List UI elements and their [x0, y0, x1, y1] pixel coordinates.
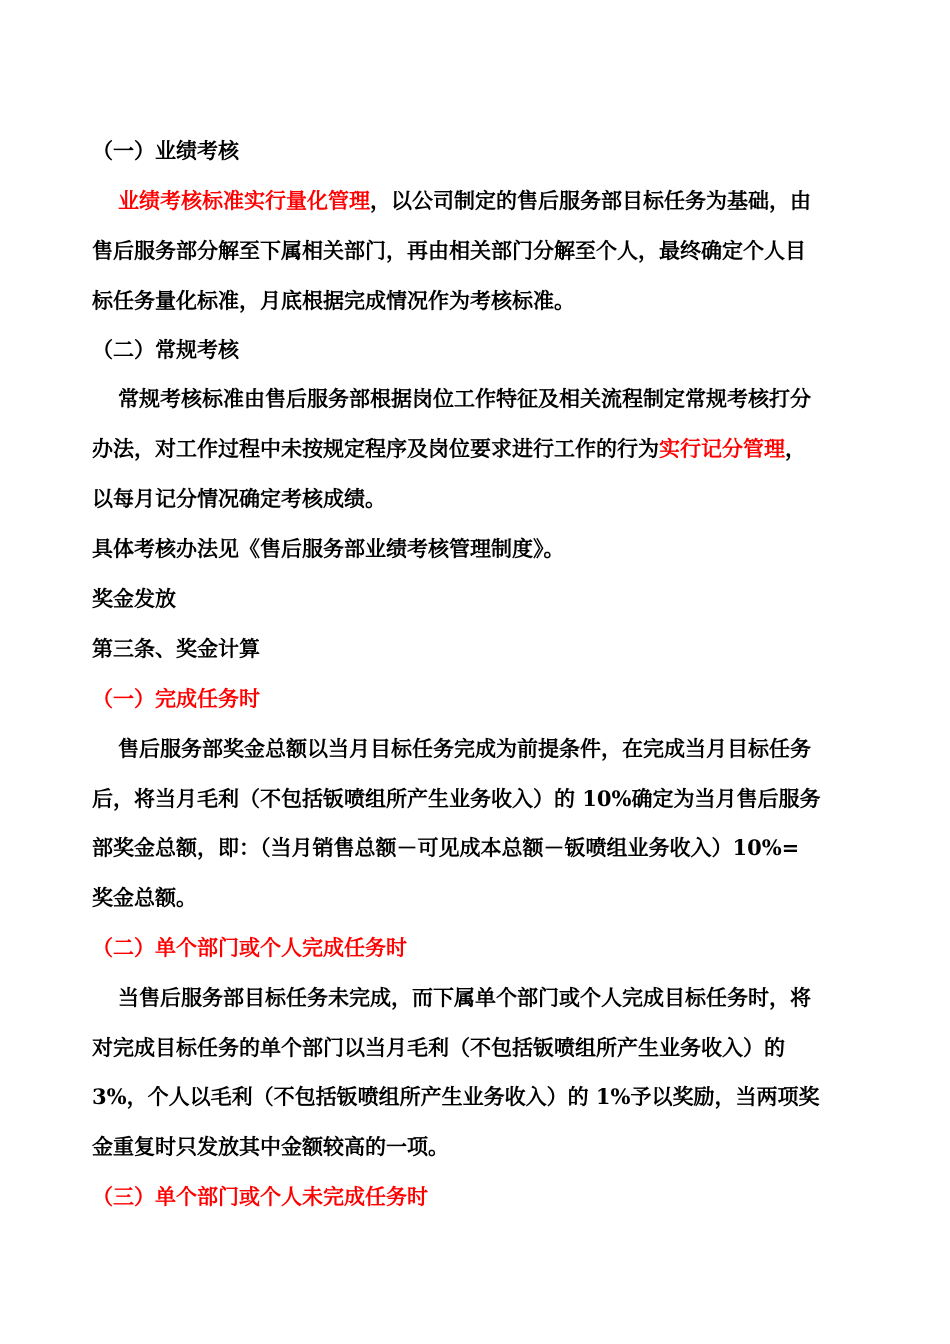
section2-paragraph-line1: 常规考核标准由售后服务部根据岗位工作特征及相关流程制定常规考核打分: [118, 386, 811, 411]
section2-heading: （二）常规考核: [92, 337, 239, 362]
section2-line2-start: 办法，对工作过程中未按规定程序及岗位要求进行工作的行为: [92, 436, 659, 461]
case1-line3: 部奖金总额，即：（当月销售总额－可见成本总额－钣喷组业务收入）10%=: [92, 835, 800, 860]
case1-line4: 奖金总额。: [92, 885, 197, 910]
section2-paragraph-line3: 以每月记分情况确定考核成绩。: [92, 486, 386, 511]
section1-highlight: 业绩考核标准实行量化管理: [118, 188, 370, 213]
section2-line2-end: ，: [785, 436, 806, 461]
article3-title: 第三条、奖金计算: [92, 636, 260, 661]
case2-line1: 当售后服务部目标任务未完成，而下属单个部门或个人完成目标任务时，将: [118, 985, 811, 1010]
bonus-title: 奖金发放: [92, 586, 176, 611]
section2-paragraph-line2: [92, 434, 872, 464]
case2-line4: 金重复时只发放其中金额较高的一项。: [92, 1134, 449, 1159]
section1-paragraph-line2: 售后服务部分解至下属相关部门，再由相关部门分解至个人，最终确定个人目: [92, 238, 806, 263]
case1-heading: （一）完成任务时: [92, 686, 260, 711]
section1-paragraph-line1: [118, 186, 898, 216]
case2-line3: 3%，个人以毛利（不包括钣喷组所产生业务收入）的 1%予以奖励，当两项奖: [92, 1084, 820, 1109]
case1-line1: 售后服务部奖金总额以当月目标任务完成为前提条件，在完成当月目标任务: [118, 736, 811, 761]
case3-heading: （三）单个部门或个人未完成任务时: [92, 1184, 428, 1209]
section1-heading: （一）业绩考核: [92, 138, 239, 163]
section2-highlight: 实行记分管理: [659, 436, 785, 461]
section1-line1-rest: ，以公司制定的售后服务部目标任务为基础，由: [370, 188, 811, 213]
case2-heading: （二）单个部门或个人完成任务时: [92, 935, 407, 960]
case1-line2: 后，将当月毛利（不包括钣喷组所产生业务收入）的 10%确定为当月售后服务: [92, 786, 821, 811]
reference-line: 具体考核办法见《售后服务部业绩考核管理制度》。: [92, 536, 565, 561]
case2-line2: 对完成目标任务的单个部门以当月毛利（不包括钣喷组所产生业务收入）的: [92, 1035, 785, 1060]
section1-paragraph-line3: 标任务量化标准，月底根据完成情况作为考核标准。: [92, 288, 575, 313]
